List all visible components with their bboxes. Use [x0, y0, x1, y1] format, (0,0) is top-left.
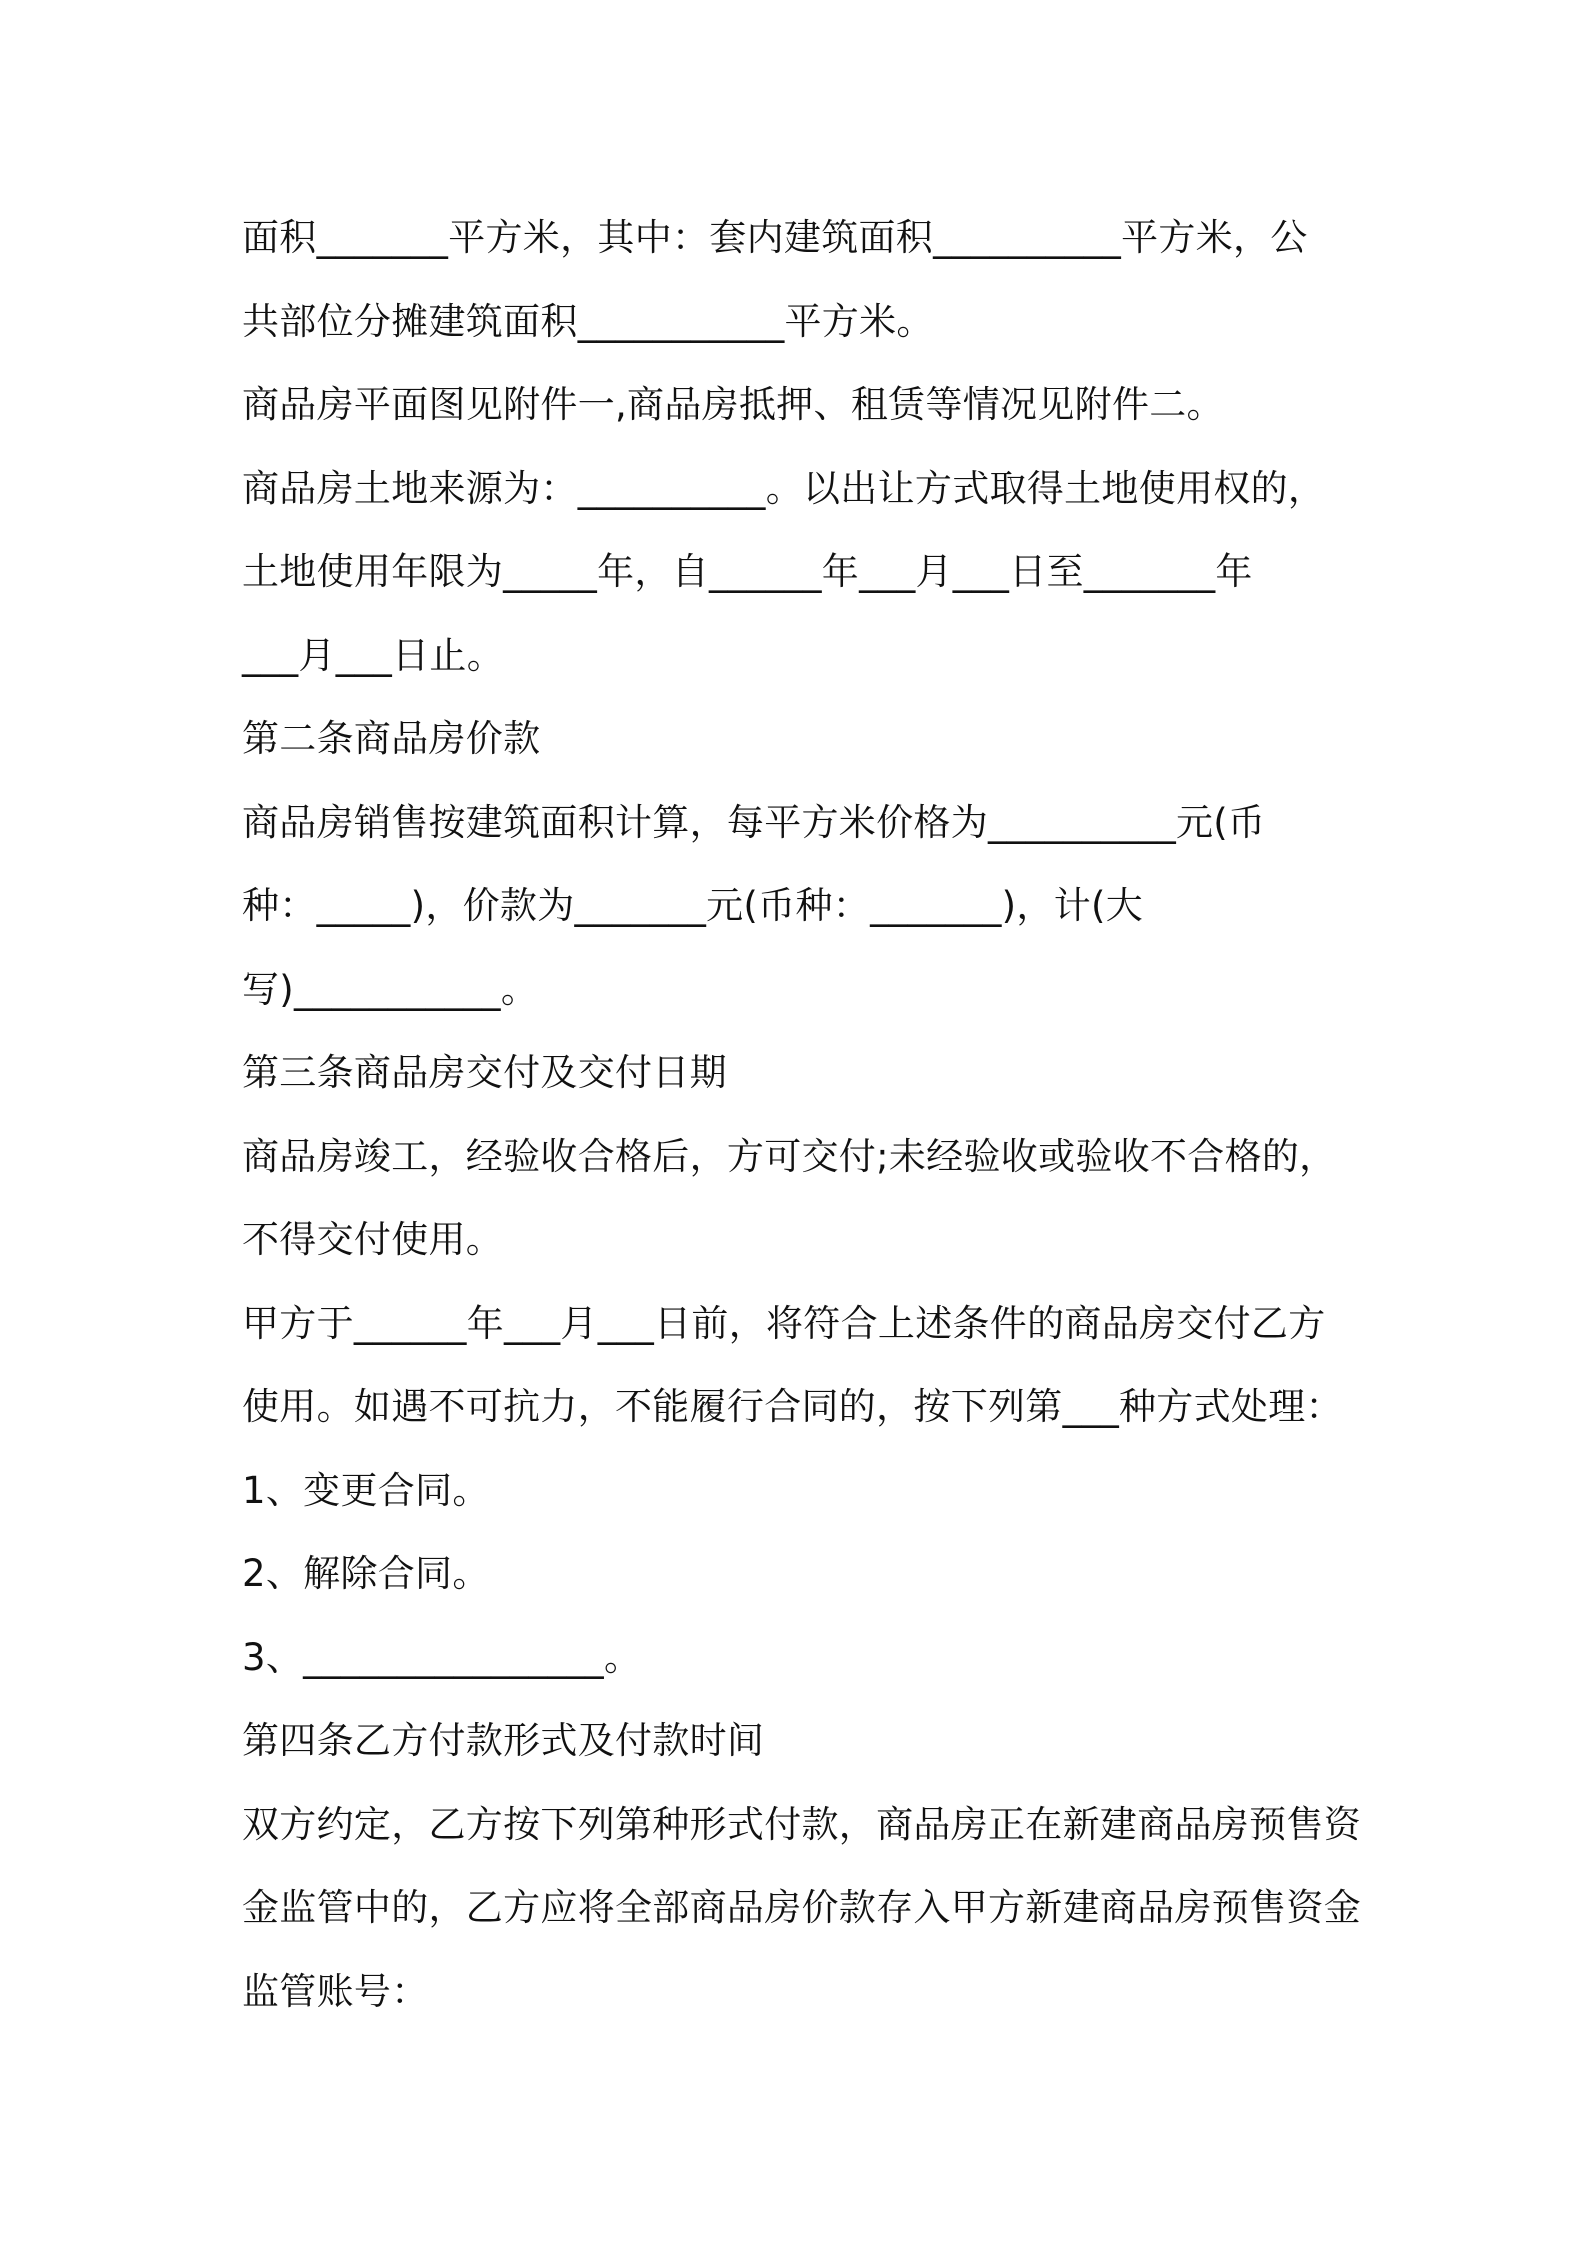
text-line: 面积_______平方米，其中：套内建筑面积__________平方米，公: [242, 216, 1308, 259]
text-line: 双方约定，乙方按下列第种形式付款，商品房正在新建商品房预售资: [242, 1802, 1361, 1846]
text-line: 商品房土地来源为：__________。以出让方式取得土地使用权的，: [242, 466, 1326, 510]
list-item: 3、________________。: [242, 1635, 642, 1679]
text-line: ___月___日止。: [242, 633, 504, 677]
text-line: 种：_____)，价款为_______元(币种：_______)，计(大: [242, 884, 1144, 927]
section-heading: 第三条商品房交付及交付日期: [242, 1051, 727, 1094]
text-line: 金监管中的，乙方应将全部商品房价款存入甲方新建商品房预售资金: [242, 1886, 1361, 1929]
section-heading: 第二条商品房价款: [242, 717, 541, 760]
list-item: 2、解除合同。: [242, 1552, 490, 1595]
section-heading: 第四条乙方付款形式及付款时间: [242, 1719, 765, 1762]
text-line: 共部位分摊建筑面积___________平方米。: [242, 299, 934, 343]
list-item: 1、变更合同。: [242, 1468, 490, 1512]
text-line: 写)___________。: [242, 967, 539, 1011]
text-line: 监管账号：: [242, 1969, 429, 2013]
text-line: 使用。如遇不可抗力，不能履行合同的，按下列第___种方式处理：: [242, 1385, 1343, 1428]
text-line: 土地使用年限为_____年，自______年___月___日至_______年: [242, 550, 1253, 593]
text-line: 不得交付使用。: [242, 1218, 504, 1261]
text-line: 商品房竣工，经验收合格后，方可交付;未经验收或验收不合格的，: [242, 1134, 1337, 1178]
text-line: 商品房平面图见附件一,商品房抵押、租赁等情况见附件二。: [242, 383, 1224, 426]
text-line: 甲方于______年___月___日前，将符合上述条件的商品房交付乙方: [242, 1301, 1326, 1345]
text-line: 商品房销售按建筑面积计算，每平方米价格为__________元(币: [242, 800, 1266, 844]
document-body: [242, 196, 1362, 2033]
